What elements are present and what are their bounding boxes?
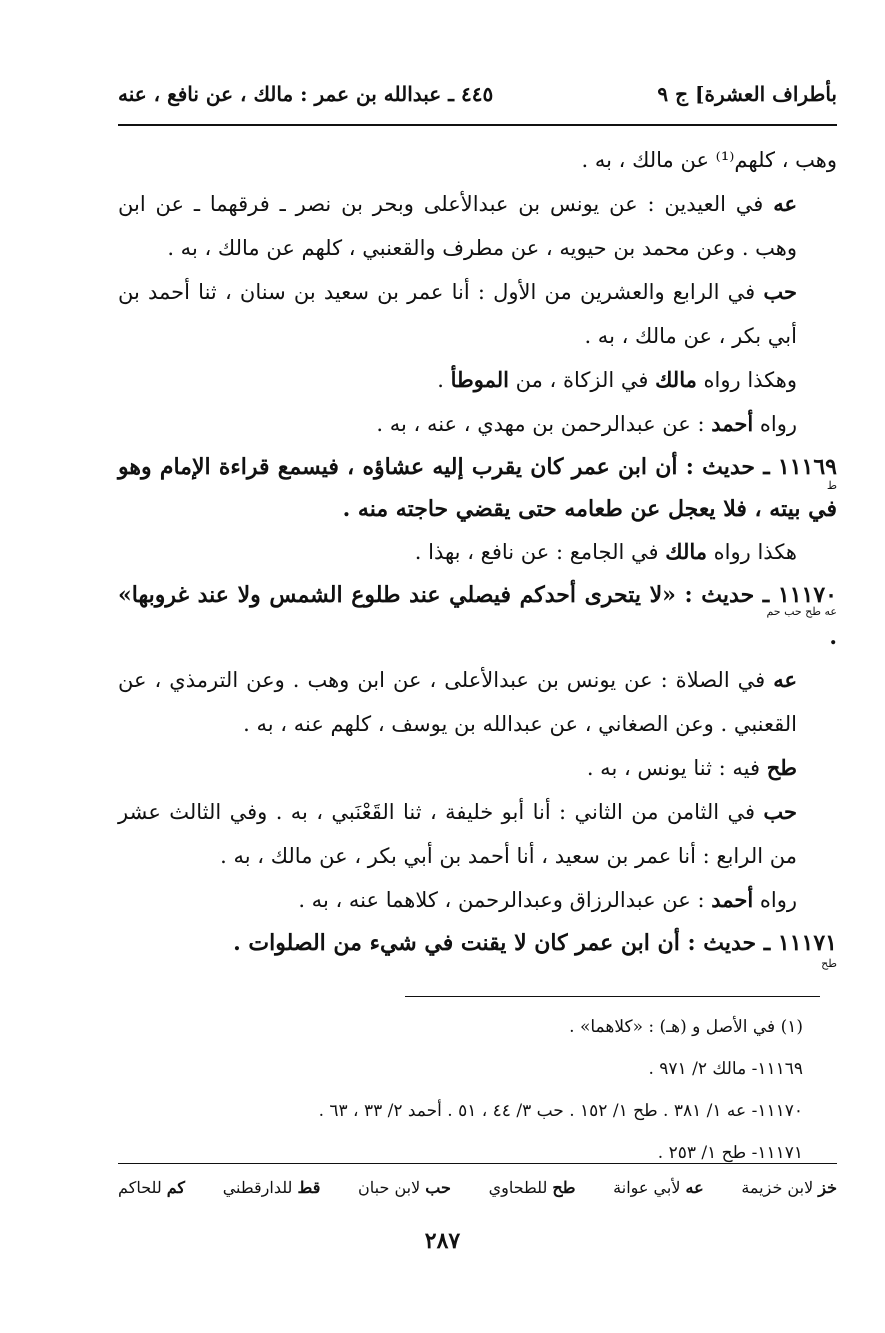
header-rule [118, 124, 837, 126]
footnote: ١١١٦٩- مالك ٢/ ٩٧١ . [648, 1059, 803, 1079]
legend-abbr: كم [166, 1178, 186, 1197]
paragraph-ahmad-2 [118, 878, 837, 922]
legend-item [223, 1178, 321, 1197]
legend-text: لأبي عوانة [613, 1178, 681, 1197]
legend-abbr: خز [818, 1178, 837, 1197]
paragraph-text: هكذا رواه [707, 540, 797, 564]
paragraph-malik-jami [118, 530, 837, 574]
paragraph-text: في الرابع والعشرين من الأول : أنا عمر بن سعيد بن سنان ، ثنا أحمد بن أبي بكر ، عن مالك ، به . [118, 280, 797, 348]
source-code: حب [763, 279, 797, 304]
paragraph-text: في الثامن من الثاني : أنا أبو خليفة ، ثنا القَعْنَبي ، به . وفي الثالث عشر من الرابع : أنا عمر بن سعيد ، أنا أحمد بن أبي بكر ، عن مالك ، به . [118, 800, 797, 868]
paragraph-hibban [118, 270, 837, 358]
page-number: ٢٨٧ [424, 1228, 461, 1254]
legend-item [613, 1178, 704, 1197]
narrator-name: أحمد [711, 411, 754, 436]
legend-abbr: طح [552, 1178, 576, 1197]
legend-text: لابن خزيمة [741, 1178, 814, 1197]
legend-rule [118, 1163, 837, 1164]
legend-abbr: قط [297, 1178, 321, 1197]
footnotes [200, 1006, 803, 1174]
legend-item [741, 1178, 837, 1197]
paragraph-text: في الجامع : عن نافع ، بهذا . [414, 540, 666, 564]
narrator-name: مالك [655, 367, 697, 392]
hadith-11170: ١١١٧٠ ـ حديث : «لا يتحرى أحدكم فيصلي عند طلوع الشمس ولا عند غروبها» . [118, 582, 837, 650]
legend-item [118, 1178, 185, 1197]
paragraph-hibban-2 [118, 790, 837, 878]
paragraph-tahawi [118, 746, 837, 790]
book-name: الموطأ [450, 367, 509, 392]
footnote: ١١١٧١- طح ١/ ٢٥٣ . [657, 1143, 803, 1163]
paragraph-text: : عن عبدالرحمن بن مهدي ، عنه ، به . [376, 412, 712, 436]
narrator-name: مالك [665, 539, 707, 564]
legend-text: للحاكم [118, 1178, 162, 1197]
paragraph-text: رواه [753, 888, 797, 912]
paragraph-text: رواه [753, 412, 797, 436]
paragraph-text: في الزكاة ، من [508, 368, 656, 392]
legend-text: للطحاوي [488, 1178, 548, 1197]
paragraph-text: وهكذا رواه [696, 368, 797, 392]
header-book-title: بأطراف العشرة] ج ٩ [657, 82, 837, 106]
legend-item [358, 1178, 451, 1197]
paragraph-awana-salat [118, 658, 837, 746]
paragraph-text: : عن عبدالرزاق وعبدالرحمن ، كلاهما عنه ، به . [298, 888, 712, 912]
hadith-11171-source-marks: طح [821, 957, 837, 970]
source-code: عه [773, 191, 797, 216]
legend-item [489, 1178, 576, 1197]
hadith-11169-source-marks: ط [826, 479, 837, 492]
paragraph-text: . [437, 368, 451, 392]
legend-text: لابن حبان [358, 1178, 421, 1197]
main-text [118, 138, 837, 970]
running-header [118, 74, 837, 114]
footnote: (١) في الأصل و (هـ) : «كلاهما» . [569, 1017, 803, 1037]
footnote: ١١١٧٠- عه ١/ ٣٨١ . طح ١/ ١٥٢ . حب ٣/ ٤٤ ، ٥١ . أحمد ٢/ ٣٣ ، ٦٣ . [318, 1101, 803, 1121]
source-code: حب [763, 799, 797, 824]
narrator-name: أحمد [711, 887, 754, 912]
abbreviation-legend [118, 1178, 837, 1197]
hadith-11169: ١١١٦٩ ـ حديث : أن ابن عمر كان يقرب إليه عشاؤه ، فيسمع قراءة الإمام وهو في بيته ، فلا يعجل عن طعامه حتى يقضي حاجته منه . [118, 454, 837, 522]
footnote-rule [405, 996, 820, 997]
paragraph-continuation: وهب ، كلهم⁽¹⁾ عن مالك ، به . [581, 148, 837, 172]
paragraph-ahmad [118, 402, 837, 446]
legend-abbr: عه [685, 1178, 704, 1197]
source-code: عه [773, 667, 797, 692]
hadith-11170-source-marks: عه طح حب حم [766, 605, 837, 618]
paragraph-awana [118, 182, 837, 270]
legend-text: للدارقطني [222, 1178, 293, 1197]
legend-abbr: حب [425, 1178, 451, 1197]
paragraph-malik-zakat [118, 358, 837, 402]
hadith-11171: ١١١٧١ ـ حديث : أن ابن عمر كان لا يقنت في شيء من الصلوات . [233, 930, 837, 956]
source-code: طح [766, 755, 797, 780]
paragraph-text: في الصلاة : عن يونس بن عبدالأعلى ، عن ابن وهب . وعن الترمذي ، عن القعنبي . وعن الصغاني ، عن عبدالله بن يوسف ، كلهم عنه ، به . [118, 668, 797, 736]
paragraph-text: في العيدين : عن يونس بن عبدالأعلى وبحر بن نصر ـ فرقهما ـ عن ابن وهب . وعن محمد بن حيويه ، عن مطرف والقعنبي ، كلهم عن مالك ، به . [118, 192, 797, 260]
paragraph-text: فيه : ثنا يونس ، به . [586, 756, 767, 780]
header-chapter-title: ٤٤٥ ـ عبدالله بن عمر : مالك ، عن نافع ، عنه [118, 82, 494, 106]
